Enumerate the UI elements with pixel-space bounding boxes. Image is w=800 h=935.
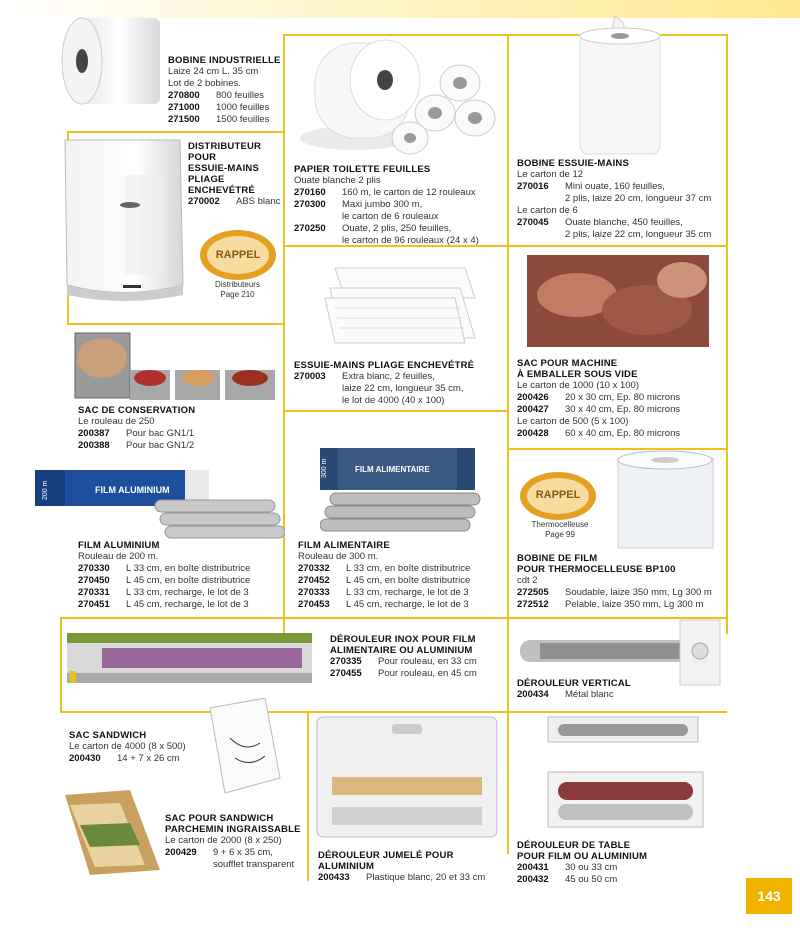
product-detail: Plastique blanc, 20 et 33 cm — [366, 872, 486, 883]
product-row — [294, 187, 507, 199]
product-derouleur-vertical — [517, 678, 727, 701]
product-code: 270016 — [517, 181, 549, 192]
product-sac-machine — [517, 358, 727, 440]
product-code: 270333 — [298, 587, 330, 598]
alim-box-length: 300 m — [321, 458, 328, 478]
product-description: Le carton de 12 — [517, 169, 584, 180]
product-detail: 160 m, le carton de 12 rouleaux — [342, 187, 476, 198]
product-detail: Soudable, laize 350 mm, Lg 300 m — [565, 587, 712, 598]
product-description: cdt 2 — [517, 575, 538, 586]
product-detail: Extra blanc, 2 feuilles, laize 22 cm, longueur 35 cm, le lot de 4000 (40 x 100) — [342, 371, 464, 406]
product-row — [298, 587, 507, 599]
product-detail: Pour bac GN1/2 — [126, 440, 195, 451]
product-row — [294, 371, 507, 407]
product-sac-sandwich — [69, 730, 209, 765]
divider — [307, 711, 309, 881]
product-title: FILM ALUMINIUM — [78, 540, 160, 551]
sandwich-bag-image — [205, 698, 285, 798]
product-code: 200426 — [517, 392, 549, 403]
product-code: 270045 — [517, 217, 549, 228]
product-detail: 1500 feuilles — [216, 114, 270, 125]
product-code: 271500 — [168, 114, 200, 125]
product-row — [69, 753, 209, 765]
product-derouleur-inox — [330, 634, 507, 680]
product-row — [78, 599, 283, 611]
product-code: 200430 — [69, 753, 101, 764]
product-row — [517, 599, 727, 611]
product-code: 200431 — [517, 862, 549, 873]
dispenser-image — [55, 135, 190, 305]
product-code: 272512 — [517, 599, 549, 610]
product-code: 270300 — [294, 199, 326, 210]
product-sac-parchemin — [165, 813, 307, 871]
rappel-label: RAPPEL — [215, 249, 261, 261]
conservation-bag-image — [70, 328, 280, 403]
product-title: DÉROULEUR DE TABLE POUR FILM OU ALUMINIUM — [517, 840, 648, 862]
product-title: ESSUIE-MAINS PLIAGE ENCHEVÉTRÉ — [294, 360, 475, 371]
alu-box-label: FILM ALUMINIUM — [95, 485, 170, 495]
product-code: 270450 — [78, 575, 110, 586]
product-description: Le carton de 500 (5 x 100) — [517, 416, 629, 427]
vacuum-bag-image — [527, 255, 709, 347]
product-code: 200433 — [318, 872, 350, 883]
product-detail: 1000 feuilles — [216, 102, 270, 113]
product-row — [330, 656, 507, 668]
product-detail: L 33 cm, recharge, le lot de 3 — [126, 587, 249, 598]
product-description: Le carton de 4000 (8 x 500) — [69, 741, 186, 752]
page-number: 143 — [746, 878, 792, 914]
product-row — [298, 575, 507, 587]
divider — [283, 410, 507, 412]
product-description: Le carton de 2000 (8 x 250) — [165, 835, 282, 846]
product-code: 270330 — [78, 563, 110, 574]
product-row — [517, 181, 727, 205]
product-description: Laize 24 cm L. 35 cm Lot de 2 bobines. — [168, 66, 259, 89]
product-description: Le carton de 1000 (10 x 100) — [517, 380, 640, 391]
product-code: 270335 — [330, 656, 362, 667]
product-title: SAC SANDWICH — [69, 730, 147, 741]
product-title: BOBINE INDUSTRIELLE — [168, 55, 281, 66]
divider — [67, 131, 284, 133]
product-code: 200432 — [517, 874, 549, 885]
twin-dispenser-image — [312, 712, 502, 842]
product-code: 270452 — [298, 575, 330, 586]
product-row — [78, 428, 283, 440]
product-detail: 60 x 40 cm, Ep. 80 microns — [565, 428, 681, 439]
product-row — [168, 102, 283, 114]
product-code: 200429 — [165, 847, 197, 858]
product-detail: Mini ouate, 160 feuilles, 2 plis, laize 20 cm, longueur 37 cm — [565, 181, 712, 204]
product-description: Rouleau de 300 m. — [298, 551, 379, 562]
inox-dispenser-image — [62, 628, 317, 688]
product-title: BOBINE DE FILM POUR THERMOCELLEUSE BP100 — [517, 553, 676, 575]
product-title: SAC DE CONSERVATION — [78, 405, 196, 416]
product-detail: Pour rouleau, en 45 cm — [378, 668, 477, 679]
product-code: 200387 — [78, 428, 110, 439]
rappel-note-thermocelleuse: Thermocelleuse Page 99 — [531, 520, 589, 539]
product-row — [168, 90, 283, 102]
folded-towels-image — [315, 258, 480, 348]
product-description: Ouate blanche 2 plis — [294, 175, 381, 186]
product-code: 270332 — [298, 563, 330, 574]
product-title: SAC POUR MACHINE À EMBALLER SOUS VIDE — [517, 358, 638, 380]
product-row — [294, 223, 507, 247]
product-row — [294, 199, 507, 223]
product-detail: L 45 cm, recharge, le lot de 3 — [126, 599, 249, 610]
product-row — [78, 575, 283, 587]
product-detail: 800 feuilles — [216, 90, 265, 101]
product-title: FILM ALIMENTAIRE — [298, 540, 390, 551]
product-row — [298, 563, 507, 575]
product-title: BOBINE ESSUIE-MAINS — [517, 158, 630, 169]
product-detail: 20 x 30 cm, Ep. 80 microns — [565, 392, 681, 403]
product-detail: 9 + 6 x 35 cm, soufflet transparent — [213, 847, 295, 870]
product-row — [517, 428, 727, 440]
product-code: 270250 — [294, 223, 326, 234]
product-code: 200434 — [517, 689, 549, 700]
food-film-image — [320, 448, 485, 533]
parchment-bag-image — [60, 785, 165, 880]
product-row — [78, 563, 283, 575]
product-detail: Ouate, 2 plis, 250 feuilles, le carton de 96 rouleaux (24 x 4) — [342, 223, 479, 246]
alim-box-label: FILM ALIMENTAIRE — [355, 465, 430, 474]
divider — [67, 323, 284, 325]
product-distributeur — [188, 141, 283, 208]
product-essuie-mains-pliage — [294, 360, 507, 407]
product-description: Rouleau de 200 m. — [78, 551, 159, 562]
product-description: Le rouleau de 250 — [78, 416, 155, 427]
product-title: SAC POUR SANDWICH PARCHEMIN INGRAISSABLE — [165, 813, 301, 835]
product-row — [78, 440, 283, 452]
product-title: DISTRIBUTEUR POUR ESSUIE-MAINS PLIAGE ENCHEVÉTRÉ — [188, 141, 262, 196]
product-code: 270002 — [188, 196, 220, 207]
product-description: Le carton de 6 — [517, 205, 578, 216]
product-code: 200388 — [78, 440, 110, 451]
rappel-label: RAPPEL — [535, 489, 581, 501]
product-row — [517, 392, 727, 404]
product-sac-conservation — [78, 405, 283, 452]
film-roll-image — [610, 448, 725, 553]
product-code: 270453 — [298, 599, 330, 610]
product-code: 272505 — [517, 587, 549, 598]
product-detail: Ouate blanche, 450 feuilles, 2 plis, laize 22 cm, longueur 35 cm — [565, 217, 712, 240]
product-detail: Maxi jumbo 300 m, le carton de 6 rouleaux — [342, 199, 439, 222]
product-code: 270455 — [330, 668, 362, 679]
product-row — [517, 217, 727, 241]
product-detail: L 33 cm, en boîte distributrice — [346, 563, 471, 574]
product-bobine-film — [517, 553, 727, 611]
product-bobine-industrielle — [168, 55, 283, 126]
product-row — [330, 668, 507, 680]
product-detail: 30 ou 33 cm — [565, 862, 618, 873]
product-row — [168, 114, 283, 126]
product-code: 270451 — [78, 599, 110, 610]
product-film-aluminium — [78, 540, 283, 611]
table-dispenser-image — [538, 712, 713, 837]
product-detail: ABS blanc — [236, 196, 281, 207]
product-row — [298, 599, 507, 611]
product-row — [165, 847, 307, 871]
product-detail: L 45 cm, recharge, le lot de 3 — [346, 599, 469, 610]
product-code: 271000 — [168, 102, 200, 113]
product-papier-toilette — [294, 164, 507, 247]
product-row — [517, 404, 727, 416]
product-detail: Pour bac GN1/1 — [126, 428, 195, 439]
product-bobine-essuie-mains — [517, 158, 727, 241]
hand-towel-roll-image — [570, 14, 670, 159]
product-code: 200427 — [517, 404, 549, 415]
product-row — [517, 689, 727, 701]
divider — [726, 34, 728, 634]
product-code: 270331 — [78, 587, 110, 598]
product-detail: Pour rouleau, en 33 cm — [378, 656, 477, 667]
product-detail: 30 x 40 cm, Ep. 80 microns — [565, 404, 681, 415]
product-detail: L 33 cm, en boîte distributrice — [126, 563, 251, 574]
product-row — [517, 874, 727, 886]
alu-box-length: 200 m — [42, 480, 49, 500]
product-title: DÉROULEUR JUMELÉ POUR ALUMINIUM — [318, 850, 454, 872]
product-row — [188, 196, 283, 208]
rappel-note-distributeurs: Distributeurs Page 210 — [215, 280, 260, 299]
toilet-paper-image — [300, 28, 510, 158]
product-derouleur-jumele — [318, 850, 507, 884]
product-title: DÉROULEUR INOX POUR FILM ALIMENTAIRE OU ALUMINIUM — [330, 634, 476, 656]
product-code: 200428 — [517, 428, 549, 439]
aluminium-film-image — [35, 465, 285, 545]
product-code: 270003 — [294, 371, 326, 382]
product-code: 270160 — [294, 187, 326, 198]
product-row — [517, 587, 727, 599]
product-row — [318, 872, 507, 884]
product-detail: Pelable, laize 350 mm, Lg 300 m — [565, 599, 704, 610]
product-detail: 45 ou 50 cm — [565, 874, 618, 885]
product-row — [517, 862, 727, 874]
product-code: 270800 — [168, 90, 200, 101]
product-detail: 14 + 7 x 26 cm — [117, 753, 180, 764]
product-detail: L 45 cm, en boîte distributrice — [346, 575, 471, 586]
product-derouleur-table — [517, 840, 727, 886]
industrial-roll-image — [60, 10, 170, 110]
product-film-alimentaire — [298, 540, 507, 611]
product-detail: L 45 cm, en boîte distributrice — [126, 575, 251, 586]
product-row — [78, 587, 283, 599]
product-title: DÉROULEUR VERTICAL — [517, 678, 631, 689]
product-detail: L 33 cm, recharge, le lot de 3 — [346, 587, 469, 598]
product-title: PAPIER TOILETTE FEUILLES — [294, 164, 431, 175]
product-detail: Métal blanc — [565, 689, 614, 700]
